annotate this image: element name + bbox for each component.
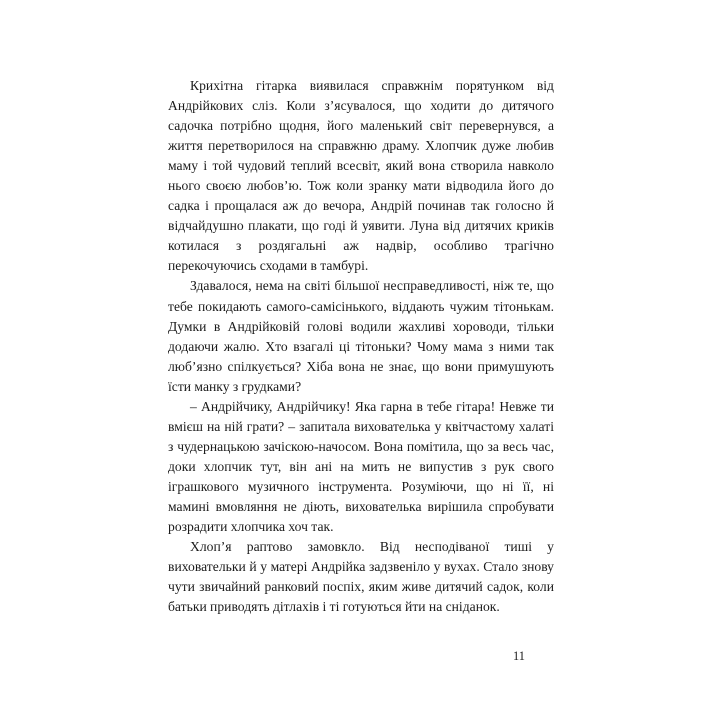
paragraph: Здавалося, нема на світі більшої несправедливості, ніж те, що тебе покидають самого-самісінького, віддають чужим тітонькам. Думки в Андрійковій голові водили жахливі хороводи, тільки додаючи жалю. Хто взагалі ці тітоньки? Чому мама з ними так люб’язно спілкується? Хіба вона не знає, що вони примушують їсти манку з грудками?: [168, 278, 554, 394]
paragraph: Крихітна гітарка виявилася справжнім порятунком від Андрійкових сліз. Коли з’ясувалося, що ходити до дитячого садочка потрібно щодня, його маленький світ перевернувся, а життя перетворилося на справжню драму. Хлопчик дуже любив маму і той чудовий теплий всесвіт, який вона створила навколо нього своєю любов’ю. Тож коли зранку мати відводила його до садка і прощалася аж до вечора, Андрій починав так голосно й відчайдушно плакати, що годі й уявити. Луна від дитячих криків котилася з роздягальні аж надвір, особливо трагічно перекочуючись сходами в тамбурі.: [168, 78, 554, 274]
paragraph: – Андрійчику, Андрійчику! Яка гарна в тебе гітара! Невже ти вмієш на ній грати? – запитала вихователька у квітчастому халаті з чудернацькою зачіскою-начосом. Вона помітила, що за весь час, доки хлопчик тут, він ані на мить не випустив з рук свого іграшкового музичного інструмента. Розуміючи, що ні її, ні мамині вмовляння не діють, вихователька вирішила спробувати розрадити хлопчика хоч так.: [168, 398, 554, 535]
page-text-block: [168, 76, 554, 617]
paragraph: Хлоп’я раптово замовкло. Від несподіваної тиші у виховательки й у матері Андрійка задзвеніло у вухах. Стало знову чути звичайний ранковий поспіх, яким живе дитячий садок, коли батьки приводять дітлахів і ті готуються йти на сніданок.: [168, 539, 554, 615]
page-number: 11: [513, 649, 525, 663]
